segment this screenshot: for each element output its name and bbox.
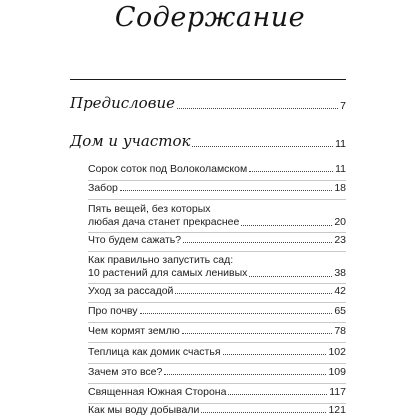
dot-leader bbox=[228, 394, 327, 395]
page-title: Содержание bbox=[114, 2, 306, 33]
toc-page-number: 42 bbox=[334, 285, 346, 297]
dot-leader bbox=[241, 225, 332, 226]
toc-page-number: 102 bbox=[328, 346, 346, 358]
entry-separator bbox=[88, 232, 346, 233]
entry-separator bbox=[88, 342, 346, 343]
entry-separator bbox=[88, 383, 346, 384]
title-divider bbox=[70, 79, 346, 80]
dot-leader bbox=[249, 276, 332, 277]
toc-entry[interactable] bbox=[88, 234, 346, 246]
toc-page-number: 23 bbox=[334, 234, 346, 246]
toc-entry-label: Чем кормят землю bbox=[88, 325, 180, 337]
dot-leader bbox=[175, 293, 332, 294]
toc-page-number: 117 bbox=[329, 386, 346, 398]
toc-entry-label: Священная Южная Сторона bbox=[88, 386, 227, 398]
dot-leader bbox=[192, 146, 333, 147]
toc-page-number: 78 bbox=[334, 325, 346, 337]
toc-entry-label: Как мы воду добывали bbox=[88, 404, 200, 416]
toc-entry[interactable] bbox=[88, 182, 346, 194]
toc-entry-label: Сорок соток под Волоколамском bbox=[88, 163, 248, 175]
toc-entry[interactable] bbox=[88, 203, 346, 229]
dot-leader bbox=[177, 108, 338, 109]
toc-entry[interactable] bbox=[88, 285, 346, 297]
toc-section-label: Дом и участок bbox=[70, 132, 191, 150]
toc-entry-label: Теплица как домик счастья bbox=[88, 346, 221, 358]
toc-page-number: 109 bbox=[328, 366, 346, 378]
toc-entry-label: Уход за рассадой bbox=[88, 285, 174, 297]
toc-entry-label-continued: 10 растений для самых ленивых bbox=[88, 267, 248, 279]
dot-leader bbox=[140, 313, 333, 314]
entry-separator bbox=[88, 363, 346, 364]
toc-entry-label: Про почву bbox=[88, 305, 138, 317]
toc-page-number: 7 bbox=[340, 100, 346, 112]
dot-leader bbox=[223, 354, 327, 355]
toc-entry-label: Пять вещей, без которых bbox=[88, 203, 211, 215]
toc-entry[interactable] bbox=[88, 404, 346, 416]
toc-entry[interactable] bbox=[88, 163, 346, 175]
toc-page-number: 65 bbox=[334, 305, 346, 317]
toc-page-number: 121 bbox=[328, 404, 346, 416]
toc-section-preface[interactable] bbox=[70, 94, 346, 112]
dot-leader bbox=[164, 374, 326, 375]
toc-page-number: 38 bbox=[334, 267, 346, 279]
entry-separator bbox=[88, 302, 346, 303]
toc-entry[interactable] bbox=[88, 346, 346, 358]
toc-section-house[interactable] bbox=[70, 132, 346, 150]
entry-separator bbox=[88, 180, 346, 181]
toc-entry-label: Забор bbox=[88, 182, 118, 194]
toc-entry[interactable] bbox=[88, 254, 346, 280]
toc-entry[interactable] bbox=[88, 325, 346, 337]
dot-leader bbox=[249, 171, 333, 172]
toc-entry[interactable] bbox=[88, 305, 346, 317]
toc-page-number: 18 bbox=[334, 182, 346, 194]
toc-section-label: Предисловие bbox=[70, 94, 175, 112]
entry-separator bbox=[88, 322, 346, 323]
toc-entry-label: Зачем это все? bbox=[88, 366, 163, 378]
toc-entry[interactable] bbox=[88, 366, 346, 378]
dot-leader bbox=[182, 333, 333, 334]
entry-separator bbox=[88, 251, 346, 252]
entry-separator bbox=[88, 283, 346, 284]
entry-separator bbox=[88, 199, 346, 200]
toc-entry[interactable] bbox=[88, 386, 346, 398]
toc-entry-label: Что будем сажать? bbox=[88, 234, 182, 246]
dot-leader bbox=[183, 242, 332, 243]
toc-page-number: 11 bbox=[335, 163, 346, 175]
dot-leader bbox=[201, 412, 326, 413]
toc-page-number: 11 bbox=[335, 138, 346, 150]
toc-entry-label: Как правильно запустить сад: bbox=[88, 254, 234, 266]
dot-leader bbox=[120, 190, 332, 191]
toc-page-number: 20 bbox=[334, 216, 346, 228]
toc-entry-label-continued: любая дача станет прекраснее bbox=[88, 216, 240, 228]
